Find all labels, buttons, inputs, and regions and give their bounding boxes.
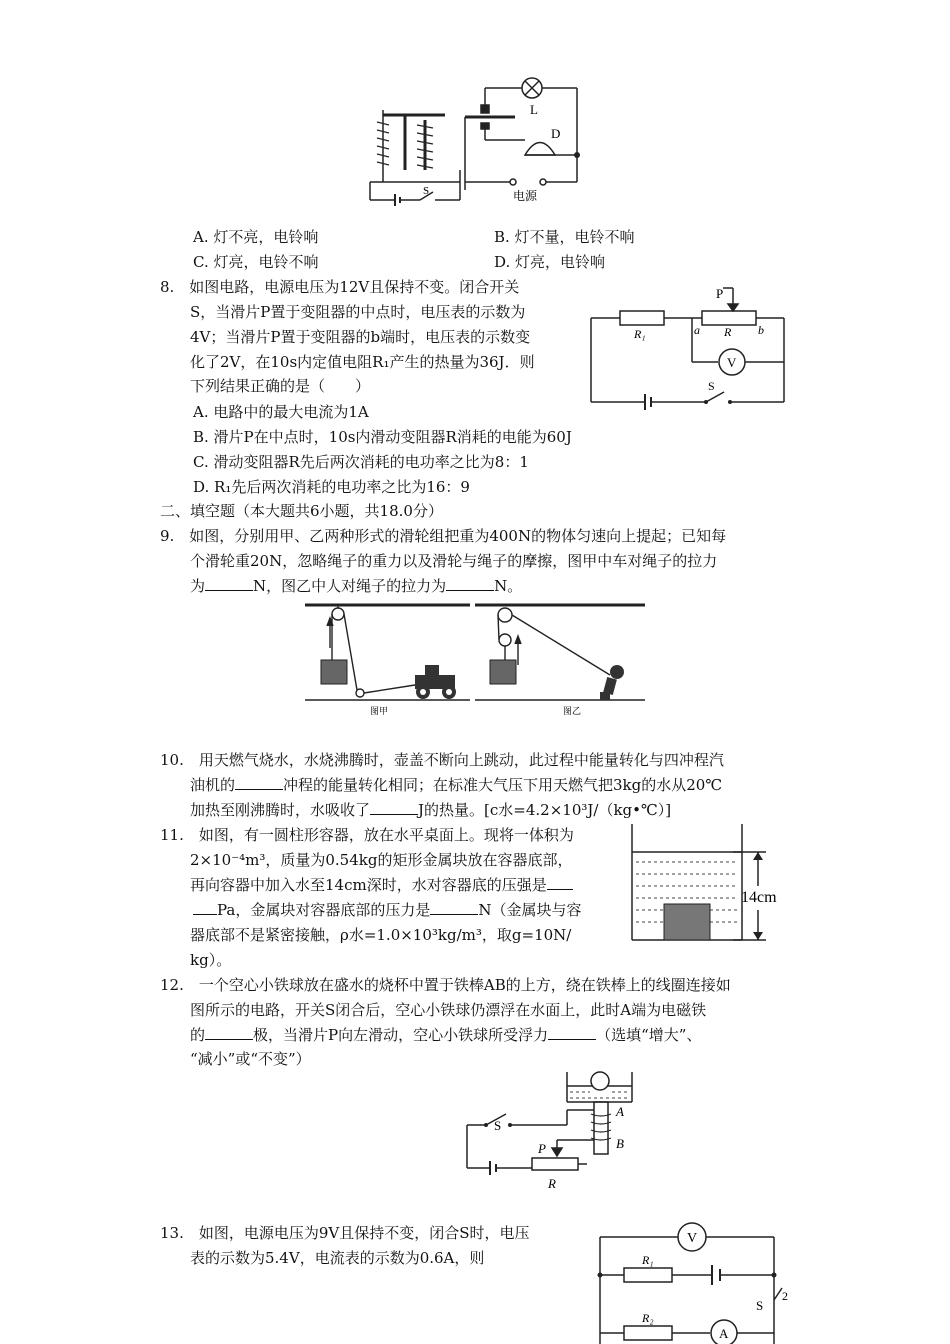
q8-line-5: 下列结果正确的是（ ）	[160, 377, 371, 395]
q13-circuit-figure	[596, 1220, 796, 1344]
q8-fig-r1: R₁	[634, 327, 646, 341]
q13-fig-two: 2	[782, 1289, 788, 1303]
q8-circuit-figure	[588, 278, 788, 408]
q12-line-3: 的 极，当滑片P向左滑动，空心小铁球所受浮力 （选填“增大”、	[160, 1023, 701, 1047]
q8-fig-v: V	[727, 355, 737, 370]
q12-fig-r: R	[548, 1176, 556, 1191]
q13-fig-a: A	[719, 1326, 729, 1341]
q7-option-b: B. 灯不量，电铃不响	[494, 228, 635, 246]
q8-line-1: 8. 如图电路，电源电压为12V且保持不变。闭合开关	[160, 278, 520, 296]
q11-line-1: 11. 如图，有一圆柱形容器，放在水平桌面上。现将一体积为	[160, 826, 574, 844]
lamp-label: L	[530, 102, 538, 117]
q10-blank-1[interactable]	[235, 773, 283, 790]
q13-fig-s: S	[756, 1298, 764, 1313]
q8-option-a: A. 电路中的最大电流为1A	[193, 403, 369, 421]
q11-line-5: 器底部不是紧密接触，ρ水=1.0×10³kg/m³，取g=10N/	[160, 926, 572, 944]
q7-option-d: D. 灯亮，电铃响	[494, 253, 606, 271]
q8-option-b: B. 滑片P在中点时，10s内滑动变阻器R消耗的电能为60J	[193, 428, 572, 446]
q8-fig-b: b	[758, 323, 764, 337]
q12-fig-b: B	[616, 1136, 624, 1151]
q11-line-6: kg）。	[160, 951, 232, 969]
q8-option-c: C. 滑动变阻器R先后两次消耗的电功率之比为8：1	[193, 453, 529, 471]
q12-blank-2[interactable]	[548, 1023, 596, 1040]
fig-label-yi: 图乙	[563, 706, 582, 716]
electromagnet-figure	[462, 1070, 642, 1195]
q11-line-4: Pa，金属块对容器底部的压力是 N（金属块与容	[160, 898, 582, 922]
pulley-figure	[305, 600, 650, 718]
q8-line-3: 4V；当滑片P置于变阻器的b端时，电压表的示数变	[160, 328, 531, 346]
q13-line-1: 13. 如图，电源电压为9V且保持不变，闭合S时，电压	[160, 1224, 530, 1242]
q8-fig-p: P	[716, 286, 724, 301]
q7-option-c: C. 灯亮，电铃不响	[193, 253, 319, 271]
container-figure	[628, 824, 798, 948]
q12-line-2: 图所示的电路，开关S闭合后，空心小铁球仍漂浮在水面上，此时A端为电磁铁	[160, 1001, 707, 1019]
section-title: 二、填空题（本大题共6小题，共18.0分）	[160, 502, 443, 520]
relay-circuit-figure	[365, 70, 595, 210]
q8-line-2: S，当滑片P置于变阻器的中点时，电压表的示数为	[160, 303, 526, 321]
switch-label: S	[423, 185, 430, 197]
q13-fig-v: V	[687, 1231, 698, 1246]
q8-fig-s: S	[708, 379, 715, 393]
q11-blank-1b[interactable]	[193, 898, 217, 915]
q10-line-1: 10. 用天燃气烧水，水烧沸腾时，壶盖不断向上跳动，此过程中能量转化与四冲程汽	[160, 751, 724, 769]
q11-line-2: 2×10⁻⁴m³，质量为0.54kg的矩形金属块放在容器底部，	[160, 851, 573, 869]
q9-line-1: 9. 如图，分别用甲、乙两种形式的滑轮组把重为400N的物体匀速向上提起；已知每	[160, 527, 727, 545]
q12-fig-s: S	[494, 1118, 502, 1133]
q13-line-2: 表的示数为5.4V，电流表的示数为0.6A，则	[160, 1249, 485, 1267]
q7-option-a: A. 灯不亮，电铃响	[193, 228, 319, 246]
q9-blank-1[interactable]	[205, 574, 253, 591]
q10-line-2: 油机的 冲程的能量转化相同；在标准大气压下用天燃气把3kg的水从20℃	[160, 773, 722, 797]
q13-fig-r2: R₂	[642, 1311, 654, 1325]
q12-blank-1[interactable]	[205, 1023, 253, 1040]
q9-line-3: 为 N，图乙中人对绳子的拉力为 N。	[160, 574, 522, 598]
bell-label: D	[551, 126, 561, 141]
q9-line-2: 个滑轮重20N，忽略绳子的重力以及滑轮与绳子的摩擦，图甲中车对绳子的拉力	[160, 552, 718, 570]
fig-label-jia: 图甲	[370, 706, 389, 716]
q13-fig-r1: R₁	[642, 1253, 654, 1267]
q12-line-1: 12. 一个空心小铁球放在盛水的烧杯中置于铁棒AB的上方，绕在铁棒上的线圈连接如	[160, 976, 731, 994]
q10-line-3: 加热至刚沸腾时，水吸收了 J的热量。[c水=4.2×10³J/（kg•℃）]	[160, 798, 671, 822]
q8-option-d: D. R₁先后两次消耗的电功率之比为16：9	[193, 478, 470, 496]
source-label: 电源	[513, 189, 538, 203]
q12-fig-p: P	[538, 1141, 546, 1156]
q11-blank-2[interactable]	[430, 898, 478, 915]
q9-blank-2[interactable]	[446, 574, 494, 591]
q12-line-4: “减小”或“不变”）	[160, 1050, 311, 1068]
depth-label: 14cm	[741, 889, 777, 906]
q11-blank-1a[interactable]	[547, 873, 573, 890]
q11-line-3: 再向容器中加入水至14cm深时，水对容器底的压强是	[160, 873, 573, 897]
q8-fig-a: a	[694, 323, 700, 337]
q12-fig-a: A	[616, 1104, 624, 1119]
q8-fig-r: R	[724, 325, 732, 339]
q10-blank-2[interactable]	[370, 798, 418, 815]
q8-line-4: 化了2V，在10s内定值电阻R₁产生的热量为36J．则	[160, 353, 535, 371]
